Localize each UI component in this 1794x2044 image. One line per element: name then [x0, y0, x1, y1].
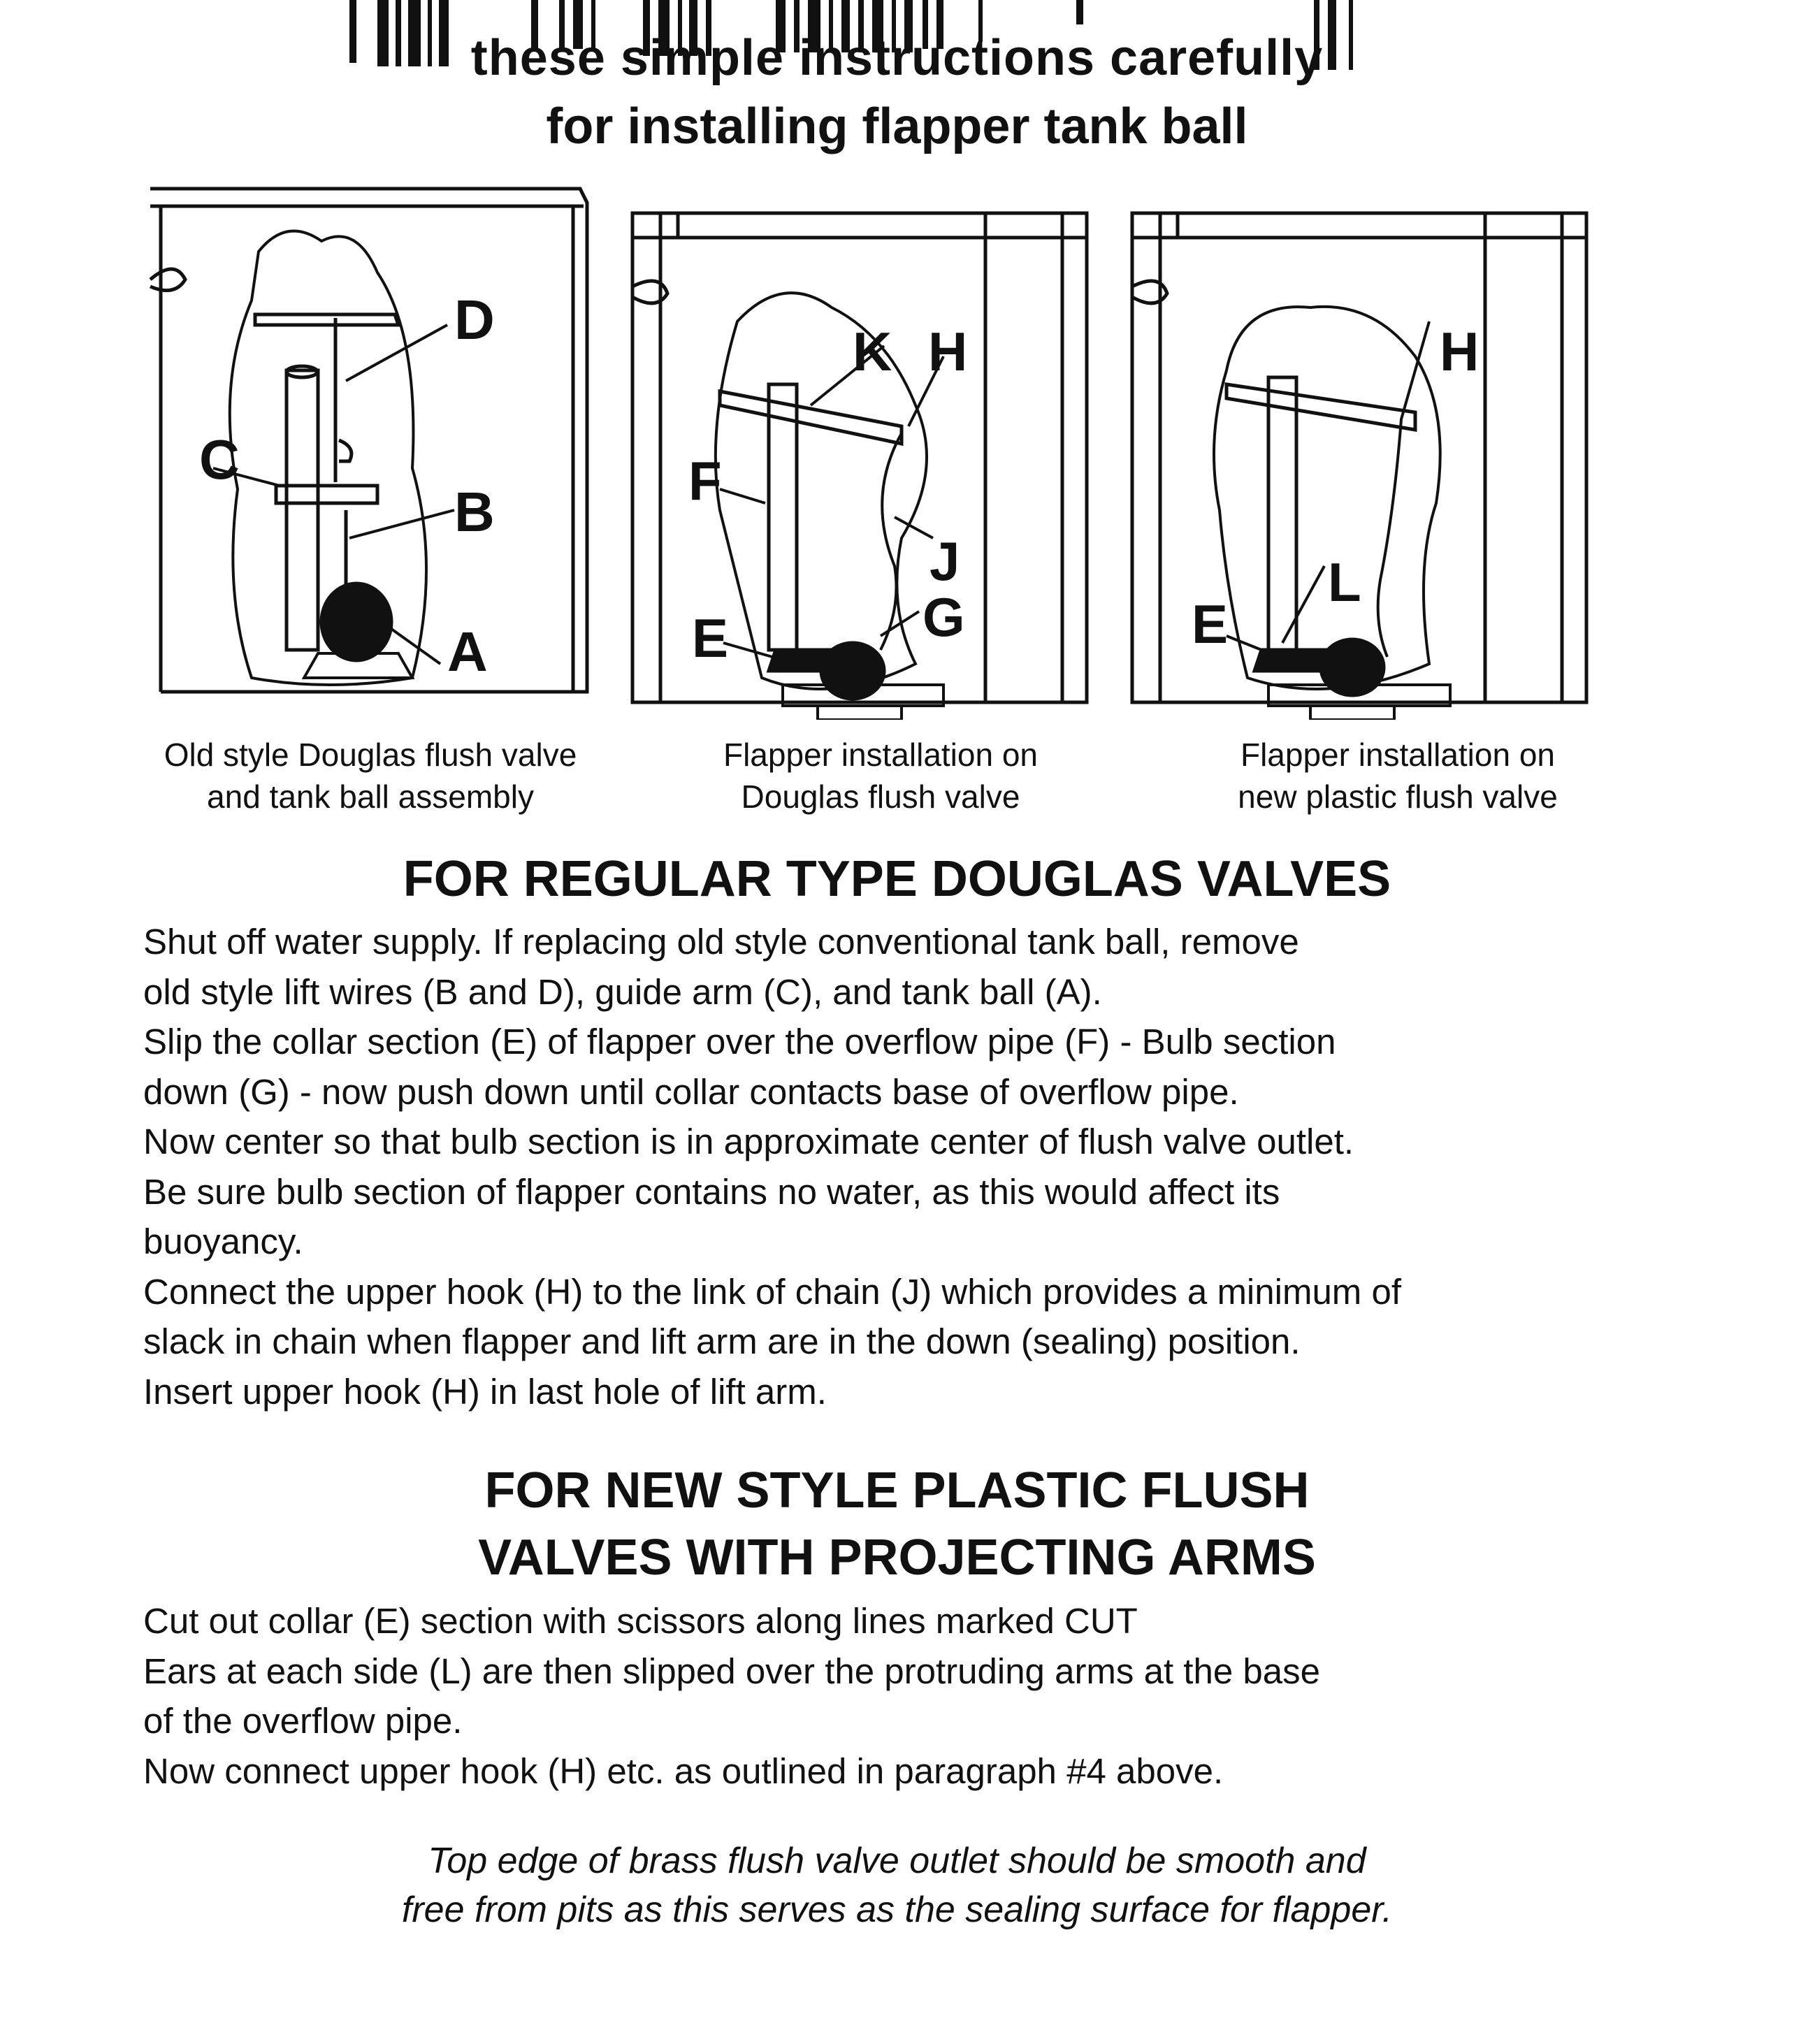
label-J: J	[929, 530, 960, 592]
section-heading-plastic	[0, 1457, 1794, 1591]
section-body-douglas	[143, 917, 1751, 1416]
caption-line: Old style Douglas flush valve	[164, 737, 577, 773]
caption-line: new plastic flush valve	[1238, 778, 1558, 815]
label-A: A	[447, 621, 488, 683]
section-body-plastic	[143, 1596, 1751, 1796]
caption-line: Flapper installation on	[1240, 737, 1556, 773]
label-E: E	[692, 607, 729, 669]
instruction-line: down (G) - now push down until collar contacts base of overflow pipe.	[143, 1071, 1239, 1112]
caption-line: Douglas flush valve	[741, 778, 1020, 815]
caption-line: Flapper installation on	[723, 737, 1039, 773]
instruction-line: Insert upper hook (H) in last hole of lift arm.	[143, 1371, 827, 1412]
label-F: F	[688, 450, 722, 512]
instruction-line: Now connect upper hook (H) etc. as outlined in paragraph #4 above.	[143, 1751, 1224, 1791]
instruction-line: Ears at each side (L) are then slipped over the protruding arms at the base	[143, 1651, 1320, 1691]
instruction-line: slack in chain when flapper and lift arm are in the down (sealing) position.	[143, 1321, 1301, 1361]
figure-caption-3	[1146, 734, 1649, 818]
label-D: D	[454, 289, 495, 351]
document-title-line1: these simple instructions carefully	[470, 30, 1324, 86]
label-K: K	[853, 321, 892, 382]
label-C: C	[199, 428, 240, 491]
label-H: H	[928, 321, 968, 382]
figure-flapper-plastic	[1122, 175, 1597, 720]
label-L: L	[1328, 551, 1361, 613]
instruction-line: old style lift wires (B and D), guide arm (C), and tank ball (A).	[143, 971, 1102, 1012]
caption-line: and tank ball assembly	[207, 778, 534, 815]
label-G: G	[923, 586, 965, 648]
instruction-line: buoyancy.	[143, 1222, 303, 1261]
figure-caption-1	[112, 734, 629, 818]
instruction-line: Connect the upper hook (H) to the link of chain (J) which provides a minimum of	[143, 1271, 1401, 1312]
instruction-line: Shut off water supply. If replacing old style conventional tank ball, remove	[143, 922, 1299, 962]
document-title-line2: for installing flapper tank ball	[546, 99, 1248, 154]
figure-flapper-douglas	[622, 175, 1097, 720]
figure-old-style-douglas	[147, 175, 601, 720]
note-line: Top edge of brass flush valve outlet should be smooth and	[428, 1841, 1366, 1881]
instruction-line: Cut out collar (E) section with scissors along lines marked CUT	[143, 1601, 1138, 1641]
heading-line: VALVES WITH PROJECTING ARMS	[478, 1530, 1316, 1586]
label-E: E	[1192, 593, 1229, 655]
figure-caption-2	[629, 734, 1132, 818]
instruction-line: Now center so that bulb section is in approximate center of flush valve outlet.	[143, 1122, 1354, 1161]
label-B: B	[454, 481, 495, 543]
label-H: H	[1440, 321, 1480, 382]
instruction-line: Be sure bulb section of flapper contains no water, as this would affect its	[143, 1171, 1280, 1212]
footer-note	[0, 1836, 1794, 1934]
instruction-line: Slip the collar section (E) of flapper over the overflow pipe (F) - Bulb section	[143, 1022, 1336, 1061]
section-heading-douglas: FOR REGULAR TYPE DOUGLAS VALVES	[403, 851, 1391, 907]
heading-line: FOR NEW STYLE PLASTIC FLUSH	[484, 1463, 1310, 1518]
instruction-line: of the overflow pipe.	[143, 1701, 463, 1741]
note-line: free from pits as this serves as the sealing surface for flapper.	[401, 1890, 1393, 1930]
